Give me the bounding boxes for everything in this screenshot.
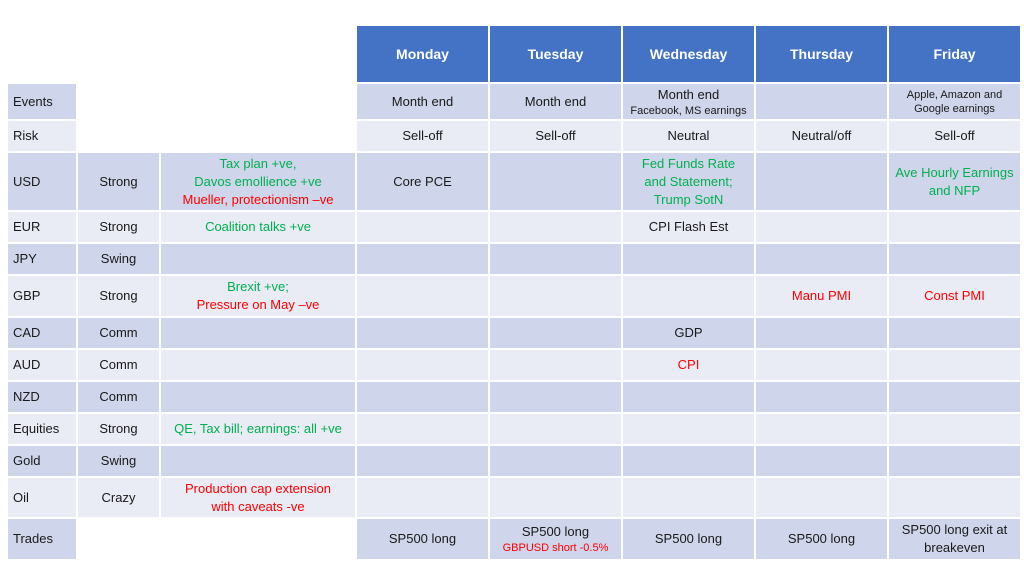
cad-wednesday: GDP (623, 318, 754, 348)
events-monday: Month end (357, 84, 488, 119)
oil-fundamentals: Crazy (78, 478, 159, 517)
events-wednesday-line2: Facebook, MS earnings (630, 104, 747, 117)
nzd-friday (889, 382, 1020, 412)
risk-friday: Sell-off (889, 121, 1020, 151)
row-usd (8, 153, 1020, 210)
gbp-tuesday (490, 276, 621, 316)
oil-sentiment-line1: Production cap extension (185, 480, 331, 496)
eur-sentiment: Coalition talks +ve (161, 212, 355, 242)
blank-cell (78, 26, 159, 82)
oil-sentiment (161, 478, 355, 517)
oil-sentiment-line2: with caveats -ve (211, 498, 305, 514)
nzd-wednesday (623, 382, 754, 412)
jpy-fundamentals: Swing (78, 244, 159, 274)
oil-tuesday (490, 478, 621, 517)
oil-monday (357, 478, 488, 517)
equities-friday (889, 414, 1020, 444)
oil-thursday (756, 478, 887, 517)
equities-sentiment: QE, Tax bill; earnings: all +ve (161, 414, 355, 444)
aud-sentiment (161, 350, 355, 380)
jpy-monday (357, 244, 488, 274)
row-label: JPY (8, 244, 76, 274)
trades-tuesday-line1: SP500 long (521, 524, 590, 539)
blank-cell (8, 26, 76, 82)
cad-fundamentals: Comm (78, 318, 159, 348)
nzd-fundamentals: Comm (78, 382, 159, 412)
usd-sentiment-line3: Mueller, protectionism –ve (182, 191, 334, 207)
oil-wednesday (623, 478, 754, 517)
usd-friday (889, 153, 1020, 210)
usd-wednesday-line2: and Statement; (644, 173, 733, 189)
row-label: CAD (8, 318, 76, 348)
row-label: USD (8, 153, 76, 210)
gold-fundamentals: Swing (78, 446, 159, 476)
day-header-friday: Friday (889, 26, 1020, 82)
row-nzd (8, 382, 1020, 412)
gold-wednesday (623, 446, 754, 476)
blank-cell (78, 121, 355, 151)
row-gbp (8, 276, 1020, 316)
header-row (8, 26, 1020, 82)
blank-cell (78, 519, 355, 559)
eur-fundamentals: Strong (78, 212, 159, 242)
row-eur (8, 212, 1020, 242)
trades-monday: SP500 long (357, 519, 488, 559)
events-wednesday-line1: Month end (657, 86, 720, 102)
usd-wednesday-line1: Fed Funds Rate (641, 155, 736, 171)
usd-fundamentals: Strong (78, 153, 159, 210)
nzd-tuesday (490, 382, 621, 412)
row-label: EUR (8, 212, 76, 242)
risk-tuesday: Sell-off (490, 121, 621, 151)
usd-friday-line2: and NFP (928, 182, 981, 198)
aud-tuesday (490, 350, 621, 380)
row-risk (8, 121, 1020, 151)
equities-fundamentals: Strong (78, 414, 159, 444)
eur-friday (889, 212, 1020, 242)
cad-monday (357, 318, 488, 348)
trades-thursday: SP500 long (756, 519, 887, 559)
gold-monday (357, 446, 488, 476)
aud-thursday (756, 350, 887, 380)
day-header-tuesday: Tuesday (490, 26, 621, 82)
events-friday-line2: Google earnings (914, 102, 995, 115)
gbp-thursday: Manu PMI (756, 276, 887, 316)
row-label: Risk (8, 121, 76, 151)
jpy-thursday (756, 244, 887, 274)
trades-friday (889, 519, 1020, 559)
trades-friday-line1: SP500 long exit at (901, 522, 1008, 537)
weekly-outlook-table (6, 24, 1022, 561)
row-label: Gold (8, 446, 76, 476)
aud-wednesday: CPI (623, 350, 754, 380)
cad-sentiment (161, 318, 355, 348)
row-trades (8, 519, 1020, 559)
day-header-monday: Monday (357, 26, 488, 82)
gold-friday (889, 446, 1020, 476)
events-friday (889, 84, 1020, 119)
row-equities (8, 414, 1020, 444)
cad-thursday (756, 318, 887, 348)
row-oil (8, 478, 1020, 517)
risk-monday: Sell-off (357, 121, 488, 151)
gbp-monday (357, 276, 488, 316)
jpy-tuesday (490, 244, 621, 274)
usd-sentiment (161, 153, 355, 210)
aud-monday (357, 350, 488, 380)
row-cad (8, 318, 1020, 348)
gbp-sentiment-line1: Brexit +ve; (227, 279, 289, 294)
trades-wednesday: SP500 long (623, 519, 754, 559)
day-header-thursday: Thursday (756, 26, 887, 82)
equities-monday (357, 414, 488, 444)
risk-wednesday: Neutral (623, 121, 754, 151)
jpy-wednesday (623, 244, 754, 274)
row-jpy (8, 244, 1020, 274)
events-tuesday: Month end (490, 84, 621, 119)
row-label: Trades (8, 519, 76, 559)
cad-friday (889, 318, 1020, 348)
equities-wednesday (623, 414, 754, 444)
eur-monday (357, 212, 488, 242)
blank-cell (161, 26, 355, 82)
equities-thursday (756, 414, 887, 444)
eur-wednesday: CPI Flash Est (623, 212, 754, 242)
gbp-sentiment-line2: Pressure on May –ve (196, 297, 320, 312)
row-gold (8, 446, 1020, 476)
usd-wednesday (623, 153, 754, 210)
equities-tuesday (490, 414, 621, 444)
usd-wednesday-line3: Trump SotN (653, 191, 724, 207)
oil-friday (889, 478, 1020, 517)
blank-cell (78, 84, 355, 119)
row-label: Oil (8, 478, 76, 517)
events-thursday (756, 84, 887, 119)
nzd-sentiment (161, 382, 355, 412)
cad-tuesday (490, 318, 621, 348)
row-aud (8, 350, 1020, 380)
nzd-monday (357, 382, 488, 412)
jpy-sentiment (161, 244, 355, 274)
row-label: Equities (8, 414, 76, 444)
usd-sentiment-line1: Tax plan +ve, (219, 155, 297, 171)
trades-tuesday (490, 519, 621, 559)
events-wednesday (623, 84, 754, 119)
usd-thursday (756, 153, 887, 210)
day-header-wednesday: Wednesday (623, 26, 754, 82)
usd-sentiment-line2: Davos emollience +ve (194, 173, 322, 189)
aud-fundamentals: Comm (78, 350, 159, 380)
usd-friday-line1: Ave Hourly Earnings (895, 164, 1014, 180)
trades-friday-line2: breakeven (924, 540, 985, 555)
usd-monday: Core PCE (357, 153, 488, 210)
usd-tuesday (490, 153, 621, 210)
row-label: Events (8, 84, 76, 119)
eur-tuesday (490, 212, 621, 242)
trades-tuesday-line2: GBPUSD short -0.5% (502, 542, 609, 554)
events-friday-line1: Apple, Amazon and (906, 88, 1003, 101)
eur-thursday (756, 212, 887, 242)
risk-thursday: Neutral/off (756, 121, 887, 151)
nzd-thursday (756, 382, 887, 412)
row-label: GBP (8, 276, 76, 316)
row-events (8, 84, 1020, 119)
jpy-friday (889, 244, 1020, 274)
row-label: NZD (8, 382, 76, 412)
gbp-fundamentals: Strong (78, 276, 159, 316)
gbp-friday: Const PMI (889, 276, 1020, 316)
gbp-sentiment (161, 276, 355, 316)
gold-sentiment (161, 446, 355, 476)
row-label: AUD (8, 350, 76, 380)
gbp-wednesday (623, 276, 754, 316)
aud-friday (889, 350, 1020, 380)
gold-tuesday (490, 446, 621, 476)
gold-thursday (756, 446, 887, 476)
